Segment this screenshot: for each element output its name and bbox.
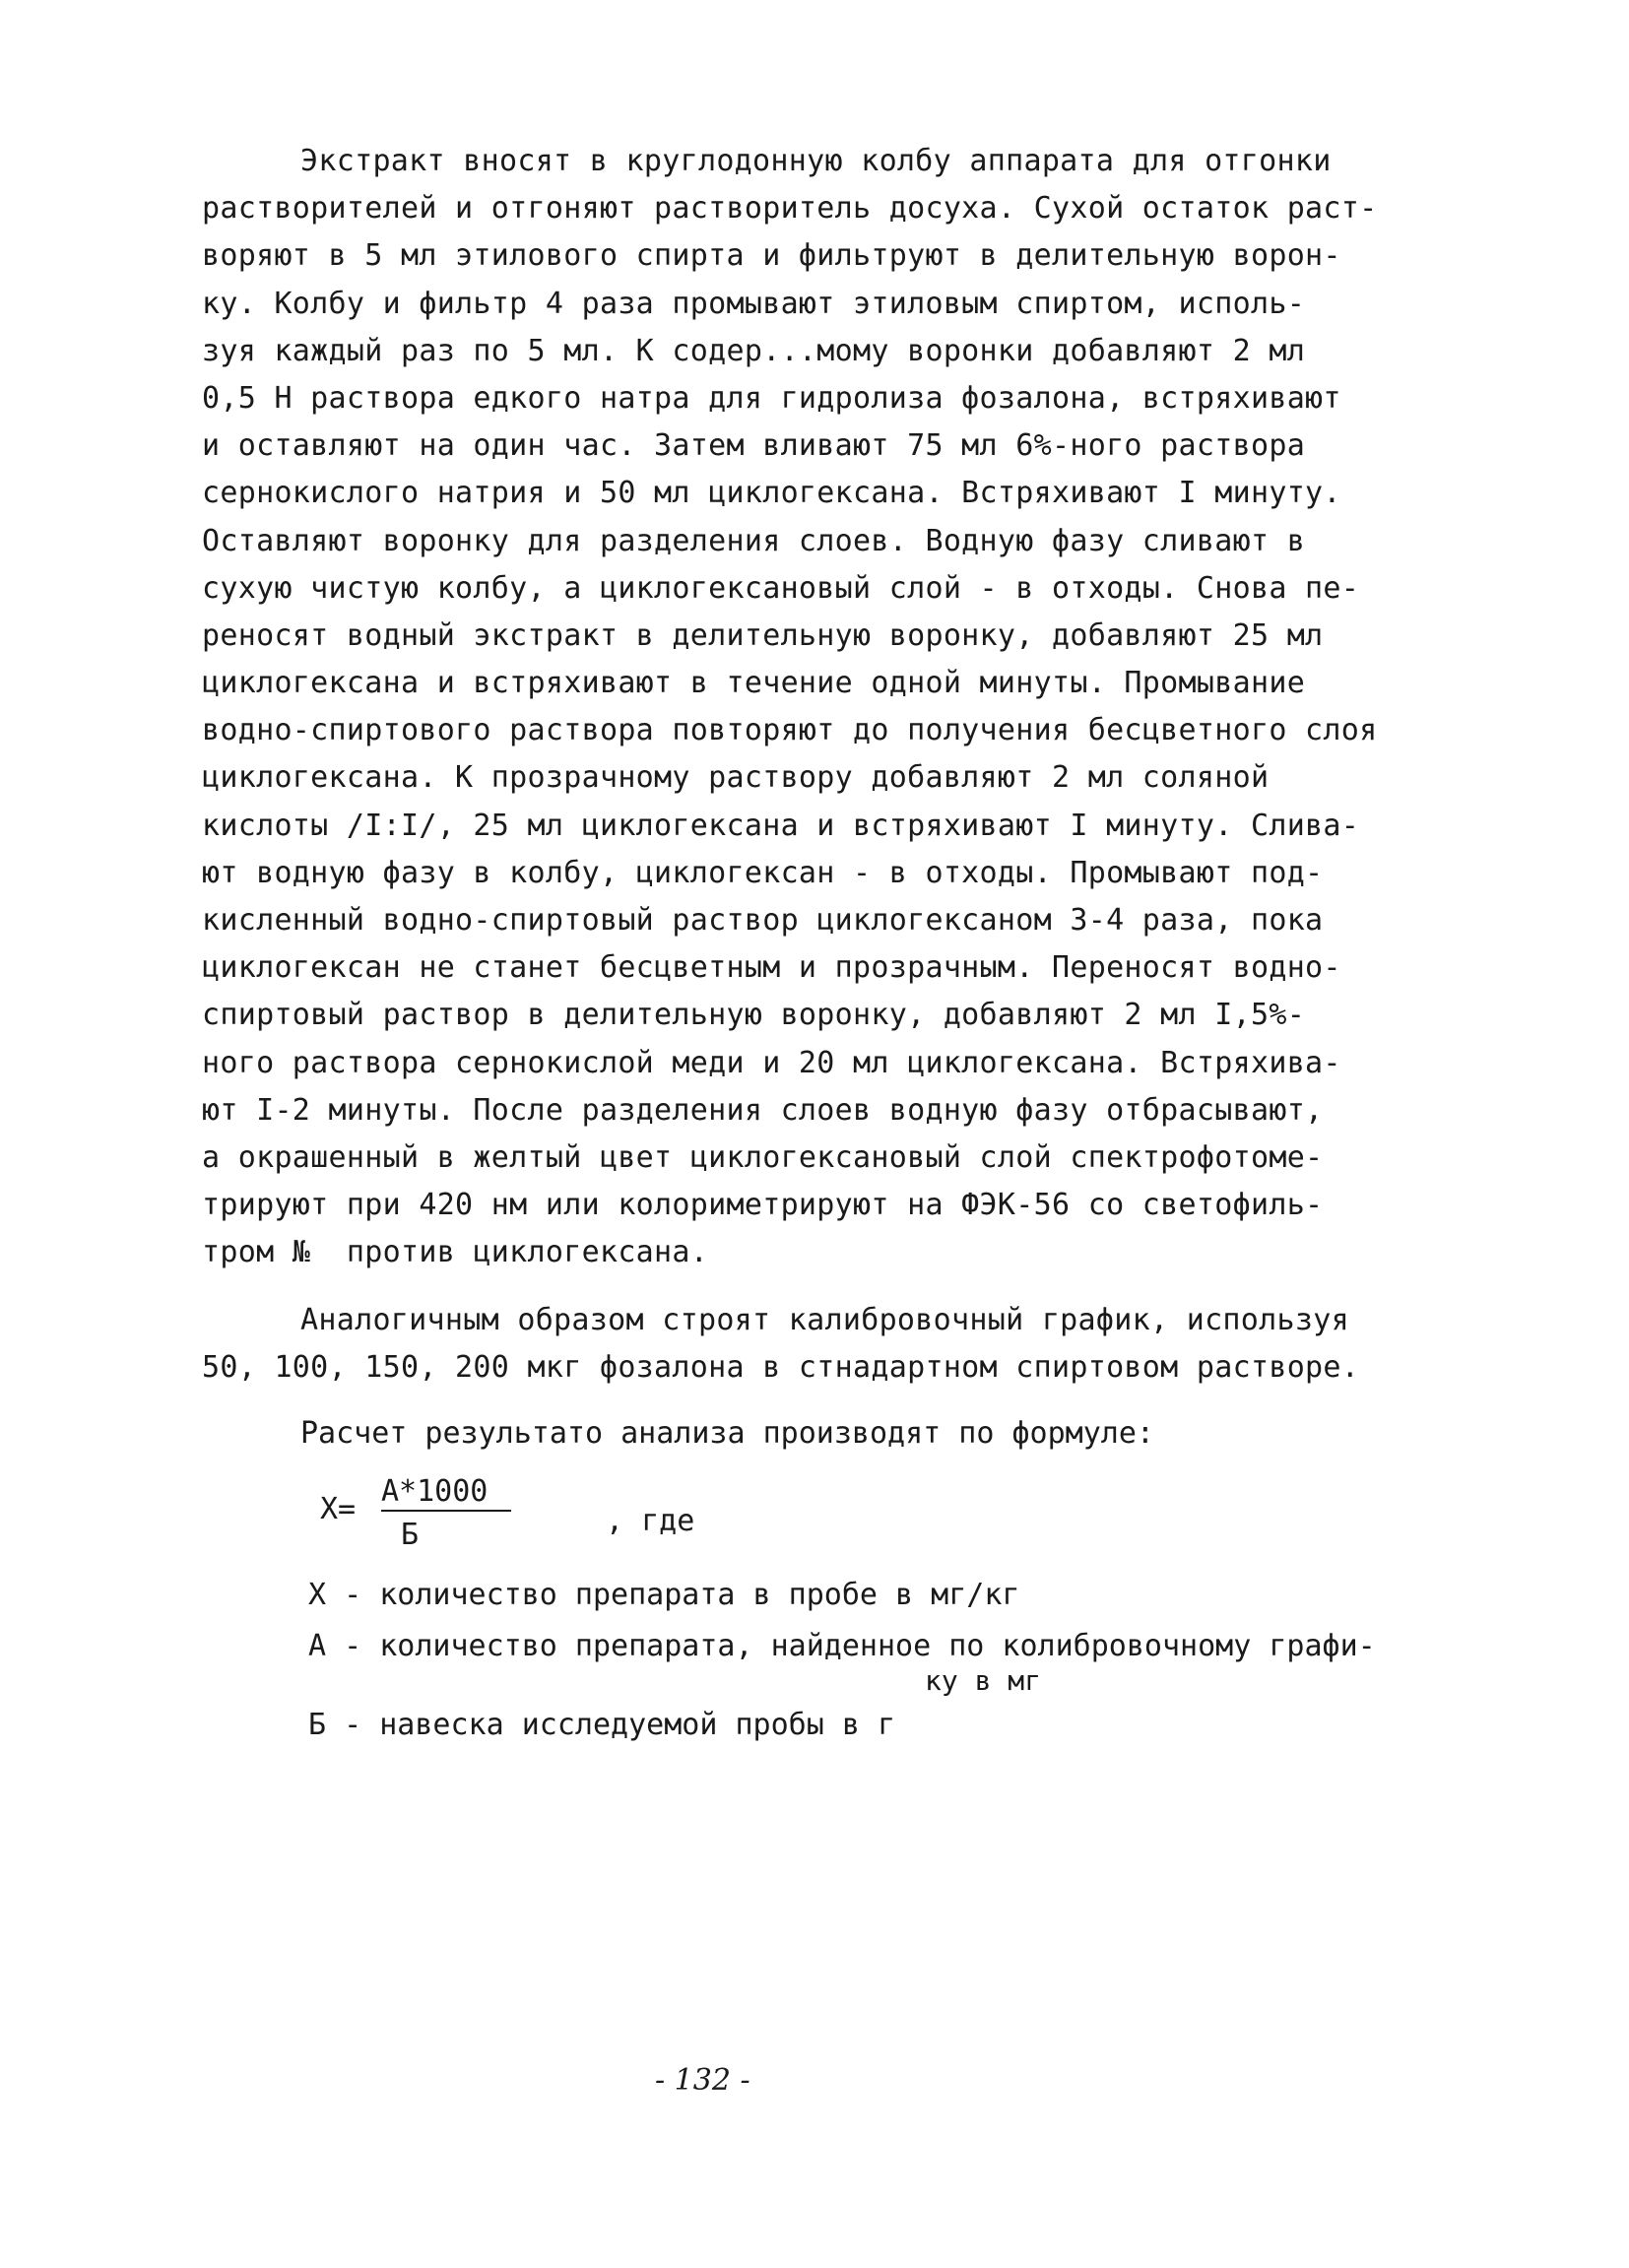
paragraph-calculation-intro: Расчет результато анализа производят по формуле: bbox=[300, 1416, 1154, 1451]
text-line: и оставляют на один час. Затем вливают 75 мл 6%-ного раствора bbox=[202, 428, 1306, 464]
paragraph-calibration bbox=[202, 1297, 1482, 1392]
text-line: тром № против циклогексана. bbox=[202, 1235, 709, 1270]
text-line: водно-спиртового раствора повторяют до получения бесцветного слоя bbox=[202, 713, 1378, 748]
formula-denominator: Б bbox=[401, 1518, 420, 1552]
formula-numerator: А*1000 bbox=[381, 1474, 511, 1512]
result-formula bbox=[320, 1474, 734, 1563]
definition-x: Х - количество препарата в пробе в мг/кг bbox=[308, 1578, 1020, 1612]
text-line: спиртовый раствор в делительную воронку, добавляют 2 мл I,5%- bbox=[202, 998, 1306, 1033]
definition-a-continuation: ку в мг bbox=[925, 1664, 1042, 1697]
page-number: - 132 - bbox=[655, 2063, 750, 2098]
formula-lhs: Х= bbox=[320, 1492, 357, 1526]
text-line: ют I-2 минуты. После разделения слоев водную фазу отбрасывают, bbox=[202, 1092, 1324, 1128]
text-line: ют водную фазу в колбу, циклогексан - в отходы. Промывают под- bbox=[202, 855, 1324, 890]
text-line: реносят водный экстракт в делительную воронку, добавляют 25 мл bbox=[202, 617, 1324, 653]
text-line: растворителей и отгоняют растворитель досуха. Сухой остаток раст- bbox=[202, 191, 1378, 227]
text-line: ку. Колбу и фильтр 4 раза промывают этиловым спиртом, исполь- bbox=[202, 286, 1306, 321]
text-line: циклогексан не станет бесцветным и прозрачным. Переносят водно- bbox=[202, 950, 1341, 986]
text-line: циклогексана и встряхивают в течение одной минуты. Промывание bbox=[202, 666, 1306, 701]
text-line: циклогексана. К прозрачному раствору добавляют 2 мл соляной bbox=[202, 760, 1270, 796]
text-line: трируют при 420 нм или колориметрируют на ФЭК-56 со светофиль- bbox=[202, 1188, 1324, 1223]
text-line: Аналогичным образом строят калибровочный график, используя bbox=[300, 1303, 1349, 1337]
text-line: а окрашенный в желтый цвет циклогексановый слой спектрофотоме- bbox=[202, 1139, 1324, 1175]
text-line: зуя каждый раз по 5 мл. К содер...мому воронки добавляют 2 мл bbox=[202, 333, 1306, 368]
text-line: 0,5 Н раствора едкого натра для гидролиза фозалона, встряхивают bbox=[202, 380, 1341, 416]
text-line: ного раствора сернокислой меди и 20 мл циклогексана. Встряхива- bbox=[202, 1045, 1341, 1080]
text-line: кисленный водно-спиртовый раствор циклогексаном 3-4 раза, пока bbox=[202, 903, 1324, 938]
definition-a: А - количество препарата, найденное по колибровочному графи- bbox=[308, 1629, 1376, 1663]
formula-where: , где bbox=[606, 1504, 695, 1538]
text-line: Экстракт вносят в круглодонную колбу аппарата для отгонки bbox=[300, 144, 1332, 178]
text-line: 50, 100, 150, 200 мкг фозалона в стнадартном спиртовом растворе. bbox=[202, 1350, 1360, 1386]
formula-definitions bbox=[308, 1576, 1490, 1745]
text-line: Оставляют воронку для разделения слоев. Водную фазу сливают в bbox=[202, 523, 1306, 558]
text-line: сухую чистую колбу, а циклогексановый слой - в отходы. Снова пе- bbox=[202, 570, 1360, 606]
text-line: сернокислого натрия и 50 мл циклогексана. Встряхивают I минуту. bbox=[202, 476, 1341, 511]
text-line: кислоты /I:I/, 25 мл циклогексана и встряхивают I минуту. Слива- bbox=[202, 808, 1360, 843]
definition-b: Б - навеска исследуемой пробы в г bbox=[308, 1708, 896, 1742]
text-line: воряют в 5 мл этилового спирта и фильтруют в делительную ворон- bbox=[202, 238, 1341, 274]
paragraph-extraction-procedure bbox=[202, 138, 1482, 1277]
